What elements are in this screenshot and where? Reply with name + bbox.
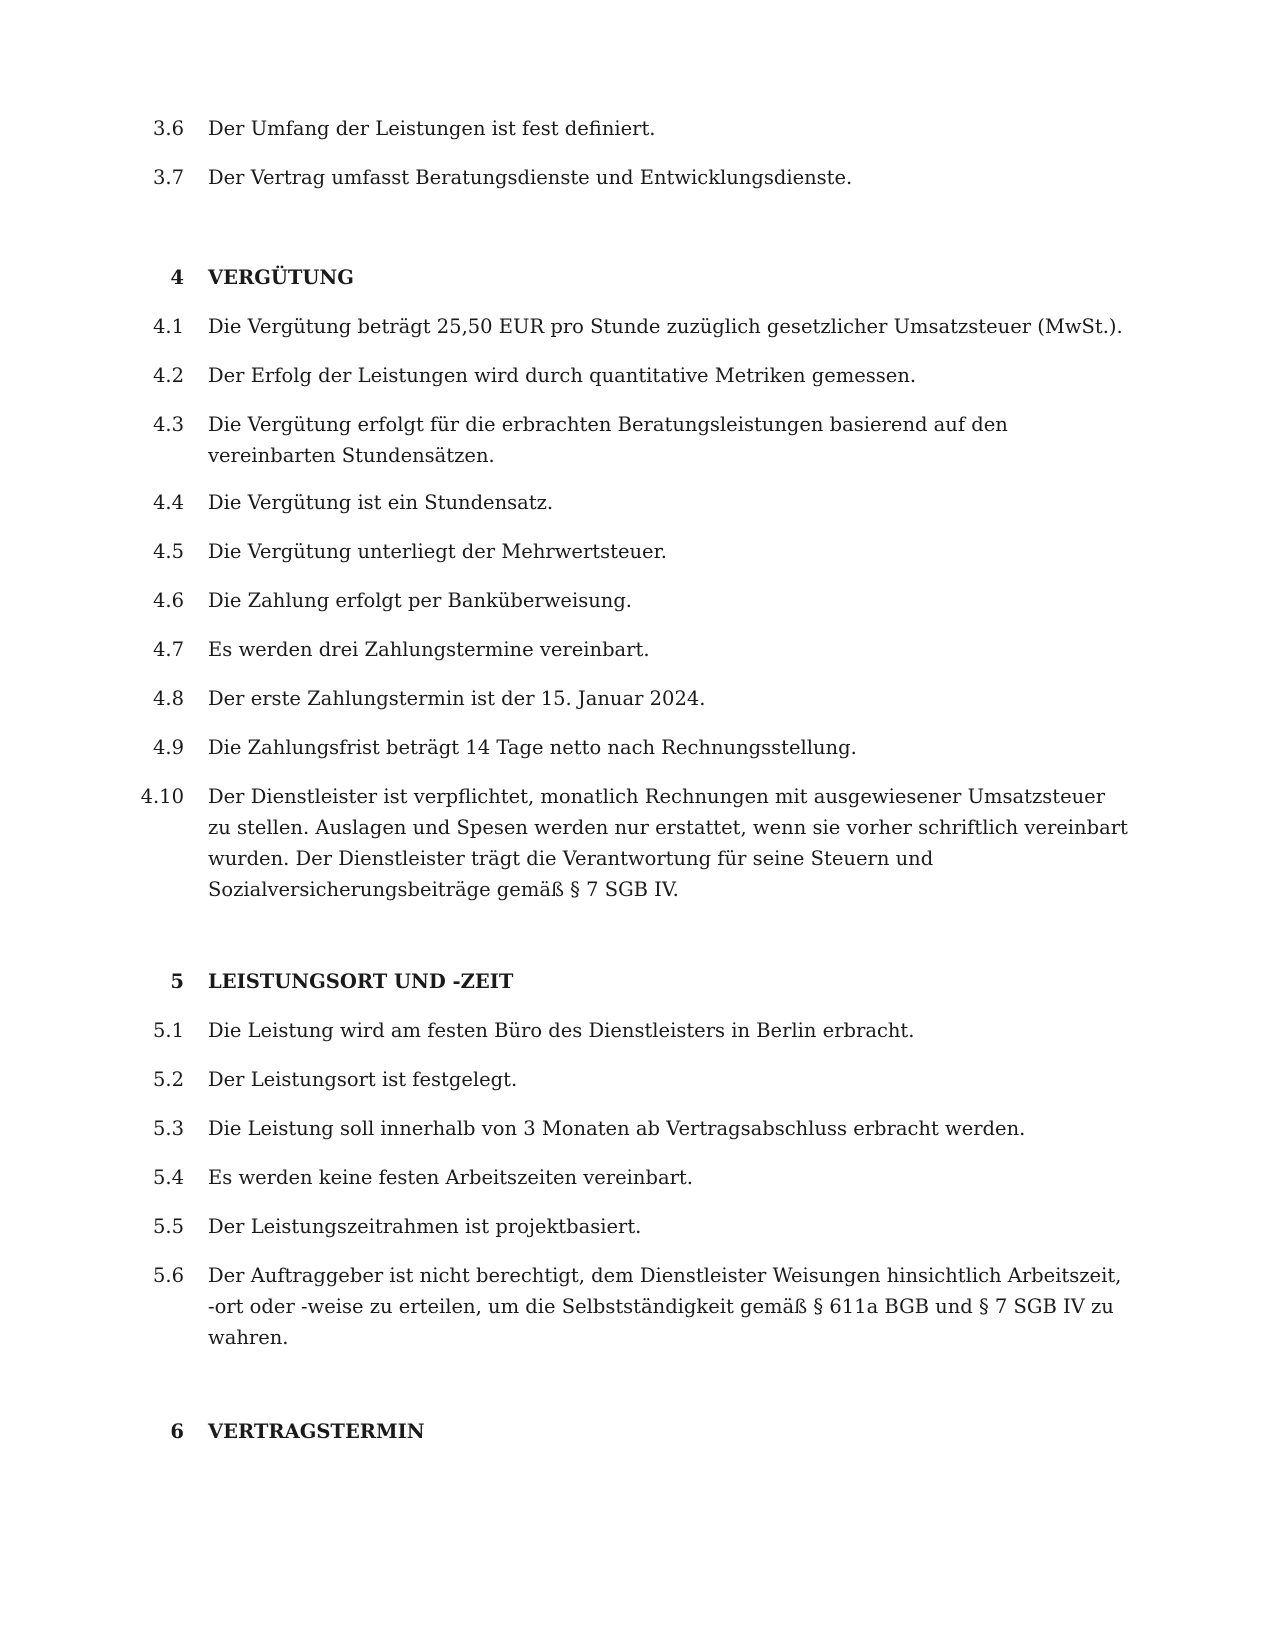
section-title: LEISTUNGSORT UND -ZEIT: [208, 970, 514, 993]
section-number: 6: [170, 1420, 184, 1443]
clause-text: Die Zahlungsfrist beträgt 14 Tage netto nach Rechnungsstellung.: [208, 736, 857, 759]
section-5: [0, 966, 1275, 1367]
clause-number: 3.6: [152, 117, 184, 140]
clause-4-5: [0, 536, 1275, 585]
clause-text: Der Leistungszeitrahmen ist projektbasiert.: [208, 1215, 642, 1238]
clause-number: 4.7: [152, 638, 184, 661]
clause-text: Die Leistung soll innerhalb von 3 Monaten ab Vertragsabschluss erbracht werden.: [208, 1117, 1026, 1140]
clause-number: 4.10: [140, 785, 184, 808]
clause-5-3: [0, 1113, 1275, 1162]
clause-text: Der erste Zahlungstermin ist der 15. Januar 2024.: [208, 687, 706, 710]
clause-number: 4.5: [152, 540, 184, 563]
clause-text: Der Leistungsort ist festgelegt.: [208, 1068, 518, 1091]
clause-number: 5.2: [152, 1068, 184, 1091]
clause-4-7: [0, 634, 1275, 683]
clause-text: Der Erfolg der Leistungen wird durch quantitative Metriken gemessen.: [208, 364, 917, 387]
clause-4-6: [0, 585, 1275, 634]
clause-number: 4.8: [152, 687, 184, 710]
clause-number: 4.9: [152, 736, 184, 759]
section-3-items: [0, 113, 1275, 211]
clause-number: 4.6: [152, 589, 184, 612]
clause-4-8: [0, 683, 1275, 732]
clause-text: Die Vergütung ist ein Stundensatz.: [208, 491, 554, 514]
clause-4-3: [0, 409, 1275, 487]
clause-number: 3.7: [152, 166, 184, 189]
clause-text: Der Vertrag umfasst Beratungsdienste und Entwicklungsdienste.: [208, 166, 853, 189]
clause-3-7: [0, 162, 1275, 211]
clause-text: Es werden keine festen Arbeitszeiten vereinbart.: [208, 1166, 693, 1189]
section-number: 4: [170, 266, 184, 289]
clause-4-9: [0, 732, 1275, 781]
clause-text: Die Leistung wird am festen Büro des Dienstleisters in Berlin erbracht.: [208, 1019, 915, 1042]
clause-5-5: [0, 1211, 1275, 1260]
clause-number: 5.1: [152, 1019, 184, 1042]
clause-number: 5.3: [152, 1117, 184, 1140]
clause-4-10: [0, 781, 1275, 917]
clause-5-2: [0, 1064, 1275, 1113]
clause-number: 5.6: [152, 1264, 184, 1287]
section-title: VERGÜTUNG: [208, 266, 354, 289]
section-title: VERTRAGSTERMIN: [208, 1420, 425, 1443]
clause-number: 4.3: [152, 413, 184, 436]
clause-4-4: [0, 487, 1275, 536]
section-heading: [0, 1416, 1275, 1465]
clause-5-1: [0, 1015, 1275, 1064]
clause-text: Die Zahlung erfolgt per Banküberweisung.: [208, 589, 633, 612]
section-heading: [0, 966, 1275, 1015]
section-number: 5: [170, 970, 184, 993]
clause-number: 5.5: [152, 1215, 184, 1238]
section-6: [0, 1416, 1275, 1465]
clause-4-1: [0, 311, 1275, 360]
clause-text: Der Auftraggeber ist nicht berechtigt, dem Dienstleister Weisungen hinsichtlich Arbeitszeit, -ort oder -weise zu erteilen, um die Selbstständigkeit gemäß § 611a BGB und § 7 SGB IV zu wahren.: [208, 1264, 1122, 1349]
section-heading: [0, 262, 1275, 311]
section-4: [0, 262, 1275, 917]
clause-number: 4.1: [152, 315, 184, 338]
clause-3-6: [0, 113, 1275, 162]
clause-text: Die Vergütung unterliegt der Mehrwertsteuer.: [208, 540, 667, 563]
clause-number: 4.4: [152, 491, 184, 514]
clause-5-4: [0, 1162, 1275, 1211]
clause-text: Es werden drei Zahlungstermine vereinbart.: [208, 638, 650, 661]
clause-5-6: [0, 1260, 1275, 1367]
clause-number: 4.2: [152, 364, 184, 387]
clause-4-2: [0, 360, 1275, 409]
clause-number: 5.4: [152, 1166, 184, 1189]
clause-text: Die Vergütung erfolgt für die erbrachten Beratungsleistungen basierend auf den vereinbarten Stundensätzen.: [208, 413, 1008, 467]
clause-text: Der Dienstleister ist verpflichtet, monatlich Rechnungen mit ausgewiesener Umsatzsteuer zu stellen. Auslagen und Spesen werden nur erstattet, wenn sie vorher schriftlich vereinbart wurden. Der Dienstleister trägt die Verantwortung für seine Steuern und Sozialversicherungsbeiträge gemäß § 7 SGB IV.: [208, 785, 1128, 901]
clause-text: Der Umfang der Leistungen ist fest definiert.: [208, 117, 656, 140]
clause-text: Die Vergütung beträgt 25,50 EUR pro Stunde zuzüglich gesetzlicher Umsatzsteuer (MwSt.).: [208, 315, 1123, 338]
